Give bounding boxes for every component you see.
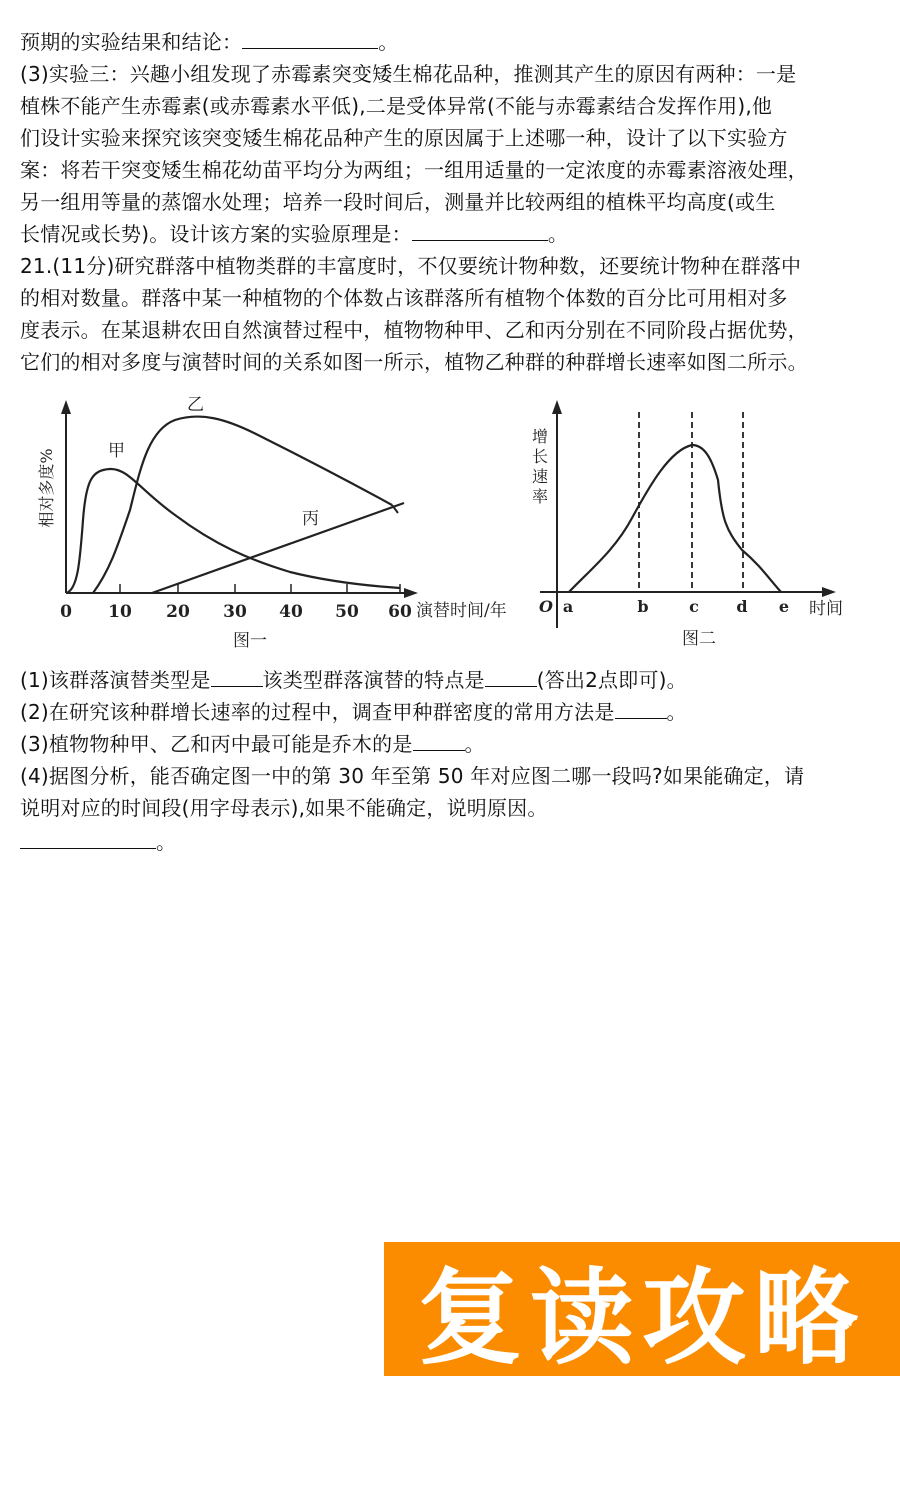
y-axis-label: 相对多度%	[37, 448, 56, 528]
expected-result-line	[20, 26, 398, 58]
answer-blank	[413, 730, 465, 751]
exp3-line-6	[20, 218, 568, 250]
figure-1-caption: 图一	[233, 631, 267, 651]
expected-result-label: 预期的实验结果和结论：	[20, 30, 243, 54]
x-axis-arrow-icon	[404, 588, 418, 598]
q1-text-b: 该类型群落演替的特点是	[262, 668, 485, 692]
svg-text:b: b	[637, 597, 649, 616]
period: 。	[378, 30, 399, 54]
q1-text: (1)该群落演替类型是	[20, 668, 211, 692]
label-jia: 甲	[108, 441, 125, 461]
x-tick-labels	[60, 602, 412, 622]
q4-answer-line	[20, 826, 176, 858]
svg-text:10: 10	[108, 602, 132, 622]
answer-blank	[211, 666, 263, 687]
answer-blank	[20, 828, 156, 849]
figure-1-chart	[0, 390, 530, 655]
exp3-line-2: 植株不能产生赤霉素(或赤霉素水平低),二是受体异常(不能与赤霉素结合发挥作用),他	[20, 94, 773, 118]
svg-text:0: 0	[60, 602, 72, 622]
svg-text:长: 长	[531, 447, 549, 466]
curve-jia	[66, 469, 400, 593]
q21-line-1: 21.(11分)研究群落中植物类群的丰富度时，不仅要统计物种数，还要统计物种在群落中	[20, 254, 802, 278]
y-axis-arrow-icon	[552, 400, 562, 414]
figure-2-chart	[520, 390, 860, 655]
growth-rate-curve	[569, 445, 781, 592]
svg-text:c: c	[689, 597, 699, 616]
q3-text: (3)植物物种甲、乙和丙中最可能是乔木的是	[20, 732, 413, 756]
label-bing: 丙	[302, 509, 319, 529]
svg-text:O: O	[539, 597, 553, 616]
svg-text:速: 速	[531, 467, 549, 486]
q21-line-4: 它们的相对多度与演替时间的关系如图一所示，植物乙种群的种群增长速率如图二所示。	[20, 350, 808, 374]
answer-blank	[242, 28, 378, 49]
svg-text:60: 60	[388, 602, 412, 622]
answer-blank	[485, 666, 537, 687]
period: 。	[464, 732, 485, 756]
q2-line	[20, 696, 687, 728]
svg-text:d: d	[736, 597, 748, 616]
svg-text:增: 增	[531, 427, 549, 446]
answer-blank	[615, 698, 667, 719]
svg-text:30: 30	[223, 602, 247, 622]
banner-text: 复读攻略	[417, 1257, 866, 1379]
curve-bing	[152, 503, 404, 593]
q21-line-3: 度表示。在某退耕农田自然演替过程中，植物物种甲、乙和丙分别在不同阶段占据优势，	[20, 318, 808, 342]
svg-text:a: a	[562, 597, 574, 616]
exp3-line-1: (3)实验三：兴趣小组发现了赤霉素突变矮生棉花品种，推测其产生的原因有两种：一是	[20, 62, 797, 86]
q4-line-2: 说明对应的时间段(用字母表示),如果不能确定，说明原因。	[20, 796, 548, 820]
curve-yi	[93, 417, 392, 593]
label-yi: 乙	[187, 395, 204, 415]
period: 。	[666, 700, 687, 724]
q1-line	[20, 664, 687, 696]
q4-line-1: (4)据图分析，能否确定图一中的第 30 年至第 50 年对应图二哪一段吗?如果能确定，请	[20, 764, 805, 788]
x-axis-label: 时间	[809, 599, 843, 619]
svg-text:e: e	[778, 597, 790, 616]
svg-text:率: 率	[531, 487, 549, 506]
fudu-gonglue-banner[interactable]	[384, 1242, 900, 1379]
svg-text:40: 40	[279, 602, 303, 622]
svg-text:20: 20	[166, 602, 190, 622]
svg-text:50: 50	[335, 602, 359, 622]
answer-blank	[412, 220, 548, 241]
exp3-line-4: 案：将若干突变矮生棉花幼苗平均分为两组；一组用适量的一定浓度的赤霉素溶液处理，	[20, 158, 808, 182]
y-axis-arrow-icon	[61, 400, 71, 414]
dashed-guides	[639, 412, 743, 592]
y-axis-label	[532, 427, 548, 506]
q1-text-c: (答出2点即可)。	[536, 668, 687, 692]
exp3-line-3: 们设计实验来探究该突变矮生棉花品种产生的原因属于上述哪一种，设计了以下实验方	[20, 126, 788, 150]
q2-text: (2)在研究该种群增长速率的过程中，调查甲种群密度的常用方法是	[20, 700, 615, 724]
q21-line-2: 的相对数量。群落中某一种植物的个体数占该群落所有植物个体数的百分比可用相对多	[20, 286, 788, 310]
period: 。	[547, 222, 569, 246]
exp3-line-5: 另一组用等量的蒸馏水处理；培养一段时间后，测量并比较两组的植株平均高度(或生	[20, 190, 776, 214]
period: 。	[156, 830, 177, 854]
exp3-principle-label: 长情况或长势)。设计该方案的实验原理是：	[20, 222, 412, 246]
x-axis-arrow-icon	[822, 587, 836, 597]
q3-line	[20, 728, 485, 760]
x-axis-label: 演替时间/年	[416, 601, 507, 621]
figure-2-caption: 图二	[682, 629, 716, 649]
x-tick-labels	[539, 597, 789, 616]
